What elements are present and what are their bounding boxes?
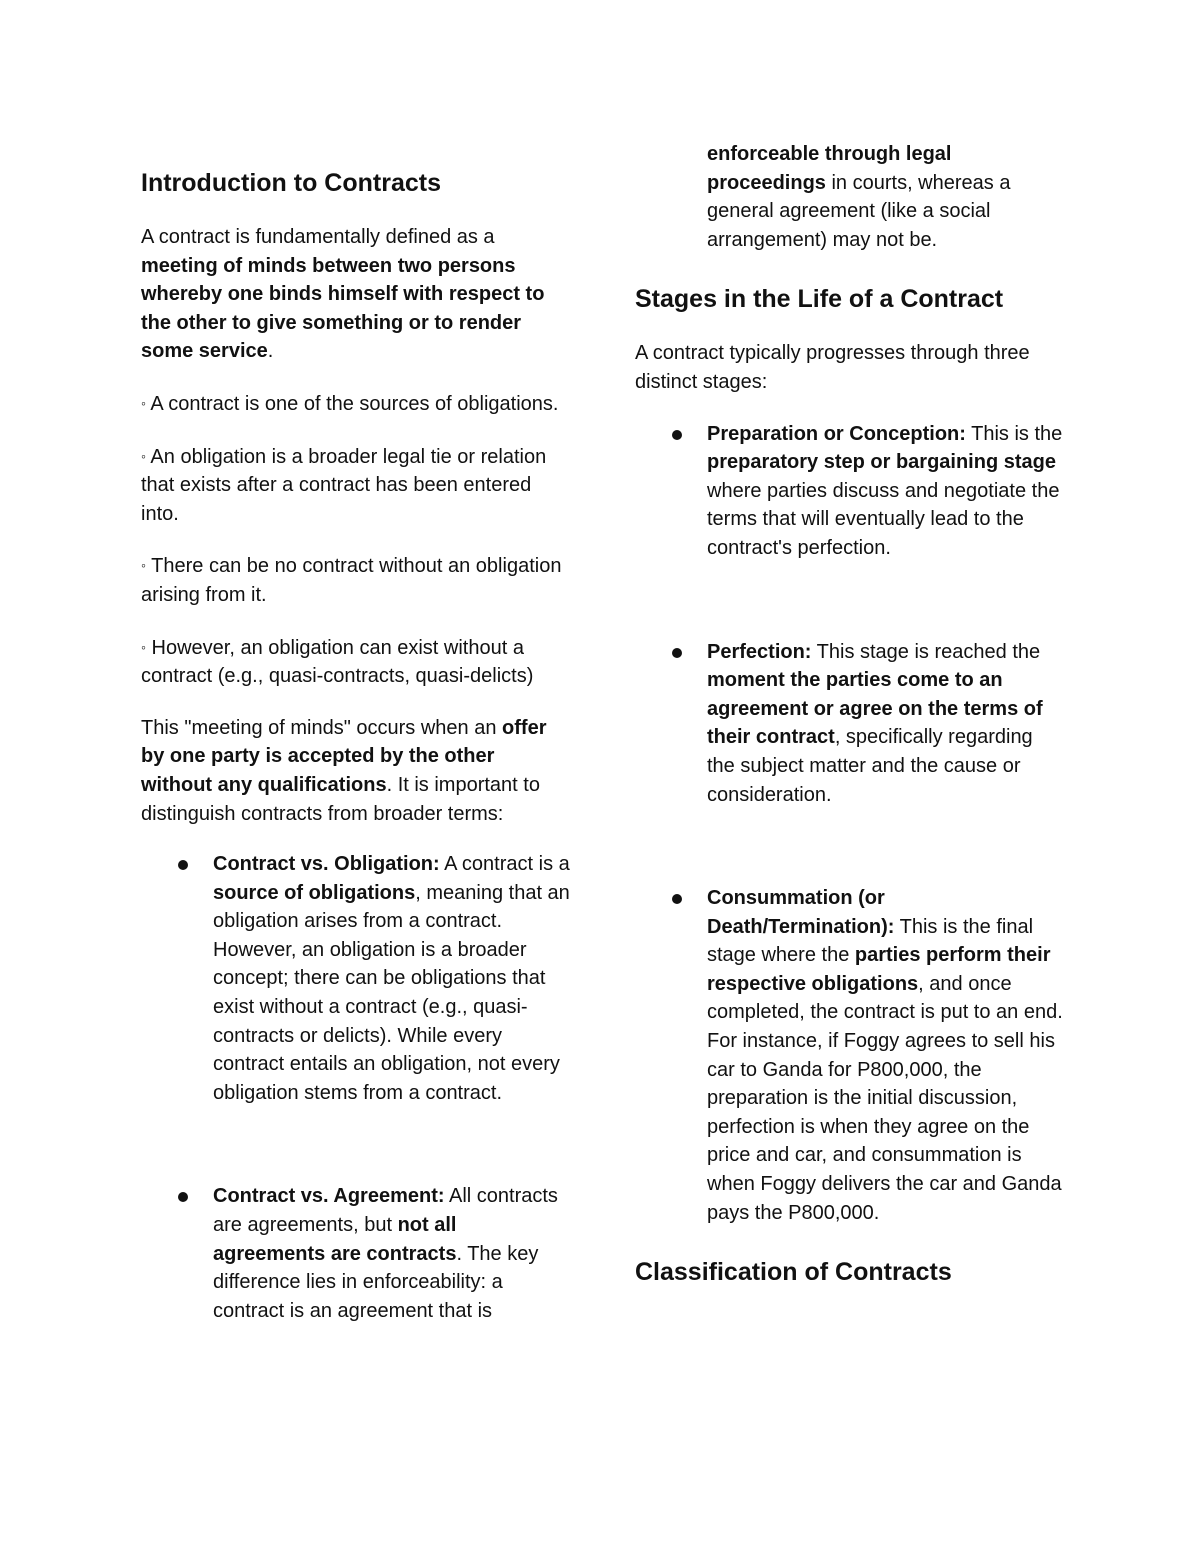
bullet-span: where parties discuss and negotiate the terms that will eventually lead to the contract's perfection. (707, 479, 1060, 559)
bullet-span: , specifically regarding the subject matter and the cause or consideration. (707, 726, 1033, 806)
circle-bullet-icon: ◦ (141, 447, 146, 464)
bullet-continued (635, 140, 1065, 254)
stage-preparation (635, 420, 1065, 563)
circle-bullet-icon: ◦ (141, 394, 146, 411)
bullet-heading: Contract vs. Agreement: (213, 1185, 445, 1208)
left-column (141, 0, 571, 1325)
meeting-text: This "meeting of minds" occurs when an (141, 716, 503, 739)
stage-perfection (635, 638, 1065, 810)
small-point (141, 551, 571, 609)
bullet-span: A contract is a (439, 853, 570, 876)
bullet-text (707, 420, 1065, 563)
small-point (141, 442, 571, 529)
bullet-text (707, 638, 1065, 810)
bullet-text (213, 1182, 571, 1325)
bullet-span: This is the final stage where the (707, 915, 1034, 967)
meeting-end: . It is important to distinguish contracts from broader terms: (141, 773, 540, 825)
small-point-text: An obligation is a broader legal tie or relation that exists after a contract has been entered into. (141, 445, 547, 525)
bullet-bold: preparatory step or bargaining stage (707, 451, 1056, 474)
bullet-span: , and once completed, the contract is put to an end. For instance, if Foggy agrees to sell his car to Ganda for P800,000, the preparation is the initial discussion, perfection is when they agree on the price and car, and consummation is when Foggy delivers the car and Ganda pays the P800,000. (707, 972, 1063, 1224)
bullet-heading: Perfection: (707, 640, 812, 663)
circle-bullet-icon: ◦ (141, 557, 146, 574)
bullet-heading: Contract vs. Obligation: (213, 853, 440, 876)
stage-consummation (635, 884, 1065, 1227)
bullet-span: This is the (965, 422, 1063, 445)
stages-intro: A contract typically progresses through three distinct stages: (635, 342, 1030, 393)
small-point (141, 633, 571, 691)
bullet-span: . The key difference lies in enforceability: a contract is an agreement that is (213, 1242, 539, 1322)
small-point-text: A contract is one of the sources of obligations. (150, 392, 559, 415)
bullet-bold: parties perform their respective obligations (707, 944, 1051, 995)
bullet-heading: Preparation or Conception: (707, 422, 966, 445)
bullet-span: , meaning that an obligation arises from a contract. However, an obligation is a broader concept; there can be obligations that exist without a contract (e.g., quasi-contracts or delicts). While every contract entails an obligation, not every obligation stems from a contract. (213, 881, 570, 1104)
bullet-span: All contracts are agreements, but (213, 1185, 558, 1237)
intro-text: A contract is fundamentally defined as a (141, 226, 495, 248)
bullet-bold: not all agreements are contracts (213, 1214, 457, 1265)
small-point-text: However, an obligation can exist without a contract (e.g., quasi-contracts, quasi-delicts) (141, 636, 534, 688)
bullet-span: This stage is reached the (811, 640, 1041, 663)
bullet-dot-icon (178, 860, 188, 870)
meeting-paragraph (141, 714, 571, 828)
bullet-contract-vs-agreement (141, 1182, 571, 1325)
small-point-text: There can be no contract without an obligation arising from it. (141, 555, 562, 606)
intro-paragraph (141, 223, 571, 366)
bullet-span: in courts, whereas a general agreement (like a social arrangement) may not be. (707, 171, 1011, 251)
bullet-dot-icon (672, 648, 682, 658)
bullet-text (707, 884, 1065, 1227)
section-title-stages: Stages in the Life of a Contract (635, 285, 1004, 314)
bullet-dot-icon (672, 894, 682, 904)
section-title-introduction: Introduction to Contracts (141, 169, 441, 197)
intro-bold: meeting of minds between two persons whereby one binds himself with respect to the other to give something or to render some service (141, 254, 545, 363)
section-title-classification: Classification of Contracts (635, 1258, 952, 1287)
circle-bullet-icon: ◦ (141, 638, 146, 655)
bullet-bold: moment the parties come to an agreement or agree on the terms of their contract (707, 669, 1043, 749)
bullet-bold: enforceable through legal proceedings (707, 143, 952, 194)
bullet-text (213, 850, 571, 1107)
bullet-bold: source of obligations (213, 881, 416, 904)
meeting-bold: offer by one party is accepted by the other without any qualifications (141, 716, 547, 796)
bullet-dot-icon (178, 1192, 188, 1202)
intro-end: . (267, 340, 274, 363)
bullet-contract-vs-obligation (141, 850, 571, 1107)
right-column (635, 0, 1065, 1288)
bullet-heading: Consummation (or Death/Termination): (707, 887, 895, 938)
bullet-dot-icon (672, 430, 682, 440)
bullet-text (707, 140, 1065, 254)
small-point (141, 389, 571, 419)
